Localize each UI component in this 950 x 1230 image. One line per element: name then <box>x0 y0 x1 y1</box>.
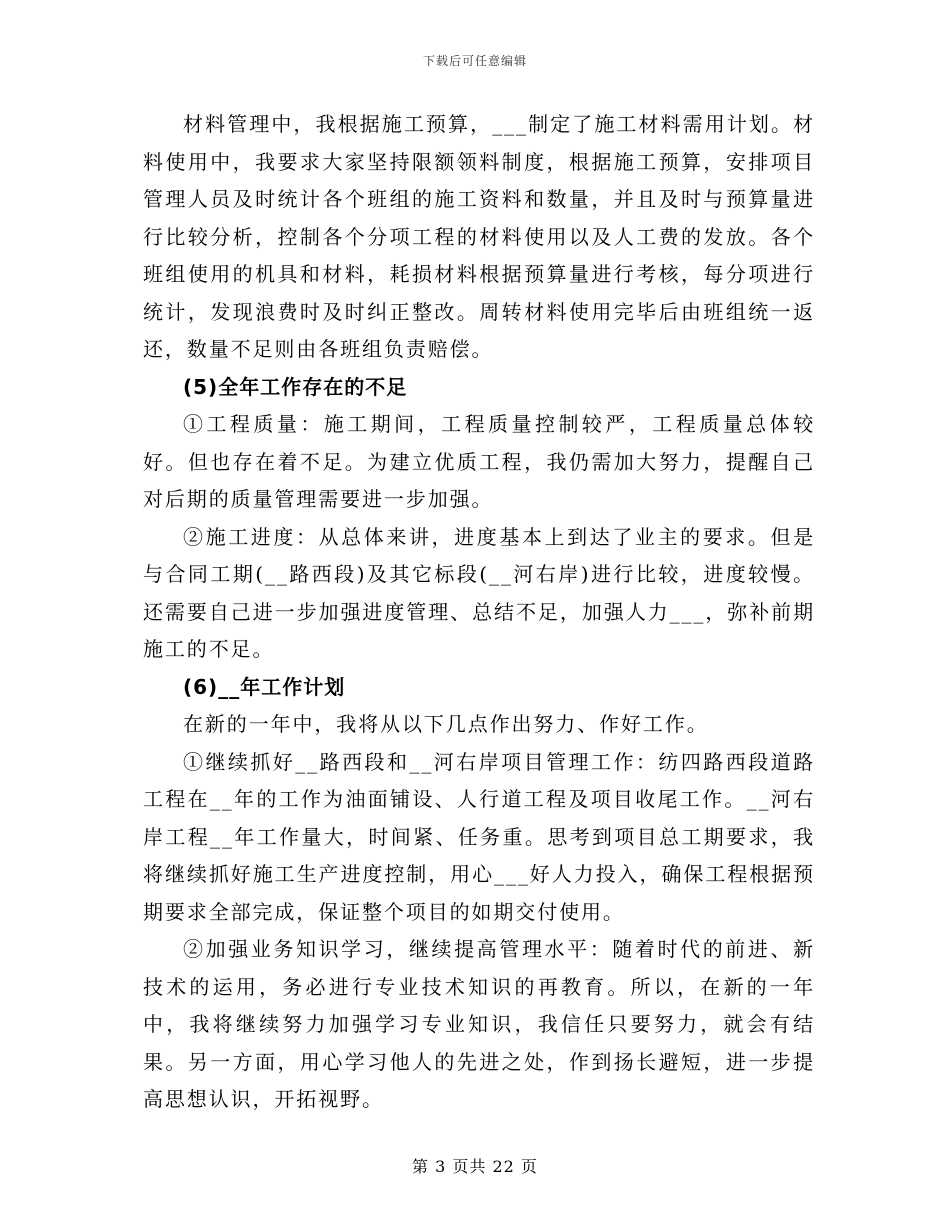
paragraph-material-management: 材料管理中，我根据施工预算，___制定了施工材料需用计划。材料使用中，我要求大家坚持限额领料制度，根据施工预算，安排项目管理人员及时统计各个班组的施工资料和数量，并且及时与预算量进行比较分析，控制各个分项工程的材料使用以及人工费的发放。各个班组使用的机具和材料，耗损材料根据预算量进行考核，每分项进行统计，发现浪费时及时纠正整改。周转材料使用完毕后由班组统一返还，数量不足则由各班组负责赔偿。 <box>143 112 815 361</box>
paragraph-plan-intro: 在新的一年中，我将从以下几点作出努力、作好工作。 <box>183 712 709 736</box>
paragraph-plan-item-1: ①继续抓好__路西段和__河右岸项目管理工作：纺四路西段道路工程在__年的工作为油面铺设、人行道工程及项目收尾工作。__河右岸工程__年工作量大，时间紧、任务重。思考到项目总工期要求，我将继续抓好施工生产进度控制，用心___好人力投入，确保工程根据预期要求全部完成，保证整个项目的如期交付使用。 <box>143 749 815 924</box>
paragraph-quality: ①工程质量：施工期间，工程质量控制较严，工程质量总体较好。但也存在着不足。为建立优质工程，我仍需加大努力，提醒自己对后期的质量管理需要进一步加强。 <box>143 412 815 511</box>
section-heading-work-plan: (6)__年工作计划 <box>183 674 346 699</box>
page-header: 下载后可任意编辑 <box>422 54 527 68</box>
paragraph-progress: ②施工进度：从总体来讲，进度基本上到达了业主的要求。但是与合同工期(__路西段)及其它标段(__河右岸)进行比较，进度较慢。还需要自己进一步加强进度管理、总结不足，加强人力___，弥补前期施工的不足。 <box>143 524 815 661</box>
document-body <box>143 106 815 1119</box>
paragraph-plan-item-2: ②加强业务知识学习，继续提高管理水平：随着时代的前进、新技术的运用，务必进行专业技术知识的再教育。所以，在新的一年中，我将继续努力加强学习专业知识，我信任只要努力，就会有结果。另一方面，用心学习他人的先进之处，作到扬长避短，进一步提高思想认识，开拓视野。 <box>143 937 815 1111</box>
page-number: 第 3 页共 22 页 <box>412 1157 538 1176</box>
section-heading-shortcomings: (5)全年工作存在的不足 <box>183 374 408 399</box>
